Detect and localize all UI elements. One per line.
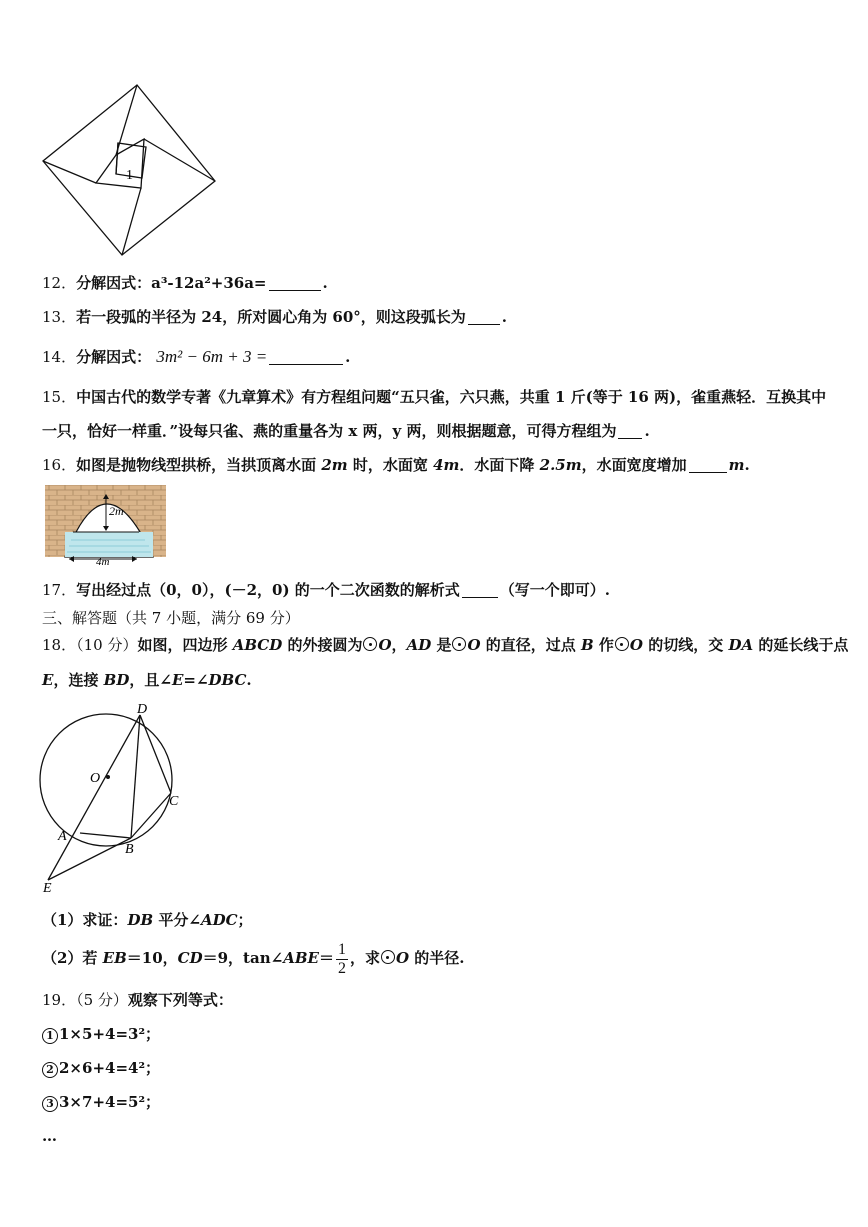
figure-label-1: 1 (126, 168, 133, 183)
factor-expression: 3m² − 6m + 3 = (156, 347, 268, 366)
point-label-E: E (43, 881, 52, 895)
arch-bridge-figure (45, 485, 166, 565)
question-16: 16．如图是抛物线型拱桥，当拱顶离水面 2m 时，水面宽 4m．水面下降 2.5m，水面宽度增加 m. (42, 456, 750, 474)
question-18-part1: （1）求证：DB 平分∠ADC； (42, 911, 253, 929)
ellipsis: … (42, 1127, 57, 1145)
point-label-O: O (90, 771, 101, 786)
circle-symbol (381, 950, 395, 964)
equation-3: 3 3×7+4=5²； (42, 1092, 160, 1112)
question-18-part2: （2）若 EB＝10，CD＝9，tan∠ABE＝ $\frac{1}{2}$ ，求 O 的半径. (42, 940, 465, 977)
equation-2: 2 2×6+4=4²； (42, 1058, 160, 1078)
question-18-line2: E，连接 BD，且∠E=∠DBC. (42, 671, 252, 689)
question-12: 12．分解因式：a³-12a²+36a= . (42, 274, 328, 292)
question-18-line1: 18．（10 分）如图，四边形 ABCD 的外接圆为 O，AD 是 O 的直径，过点 B 作 O 的切线，交 DA 的延长线于点 (42, 636, 849, 654)
circled-number-1: 1 (42, 1028, 58, 1044)
answer-blank[interactable] (269, 275, 321, 291)
answer-blank[interactable] (462, 582, 498, 598)
answer-blank[interactable] (618, 423, 642, 439)
point-label-A: A (58, 829, 67, 844)
circle-quadrilateral-figure (36, 700, 186, 895)
circle-symbol (363, 637, 377, 651)
question-17: 17．写出经过点（0，0），(－2，0) 的一个二次函数的解析式 （写一个即可）. (42, 581, 610, 599)
point-label-C: C (169, 794, 179, 809)
answer-blank[interactable] (468, 309, 500, 325)
answer-blank[interactable] (689, 457, 727, 473)
circle-symbol (452, 637, 466, 651)
question-13: 13．若一段弧的半径为 24，所对圆心角为 60°，则这段弧长为 . (42, 308, 508, 326)
fraction-one-half: $\frac{1}{2}$ (337, 940, 346, 977)
equation-1: 1 1×5+4=3²； (42, 1024, 160, 1044)
nested-squares-figure (38, 82, 220, 260)
bridge-width-label: 4m (96, 556, 110, 565)
circle-symbol (615, 637, 629, 651)
circled-number-3: 3 (42, 1096, 58, 1112)
question-15-line2: 一只，恰好一样重．”设每只雀、燕的重量各为 x 两，y 两，则根据题意，可得方程组为 . (42, 422, 650, 440)
point-label-B: B (125, 842, 134, 857)
question-14: 14．分解因式： 3m² − 6m + 3 = . (42, 347, 351, 366)
question-15-line1: 15．中国古代的数学专著《九章算术》有方程组问题“五只雀，六只燕，共重 1 斤(等于 16 两)，雀重燕轻．互换其中 (42, 388, 827, 406)
section-3-title: 三、解答题（共 7 小题，满分 69 分） (42, 609, 300, 627)
question-19: 19．（5 分）观察下列等式： (42, 991, 233, 1009)
bridge-height-label: 2m (109, 504, 124, 518)
answer-blank[interactable] (269, 349, 343, 365)
point-label-D: D (137, 702, 148, 717)
circled-number-2: 2 (42, 1062, 58, 1078)
